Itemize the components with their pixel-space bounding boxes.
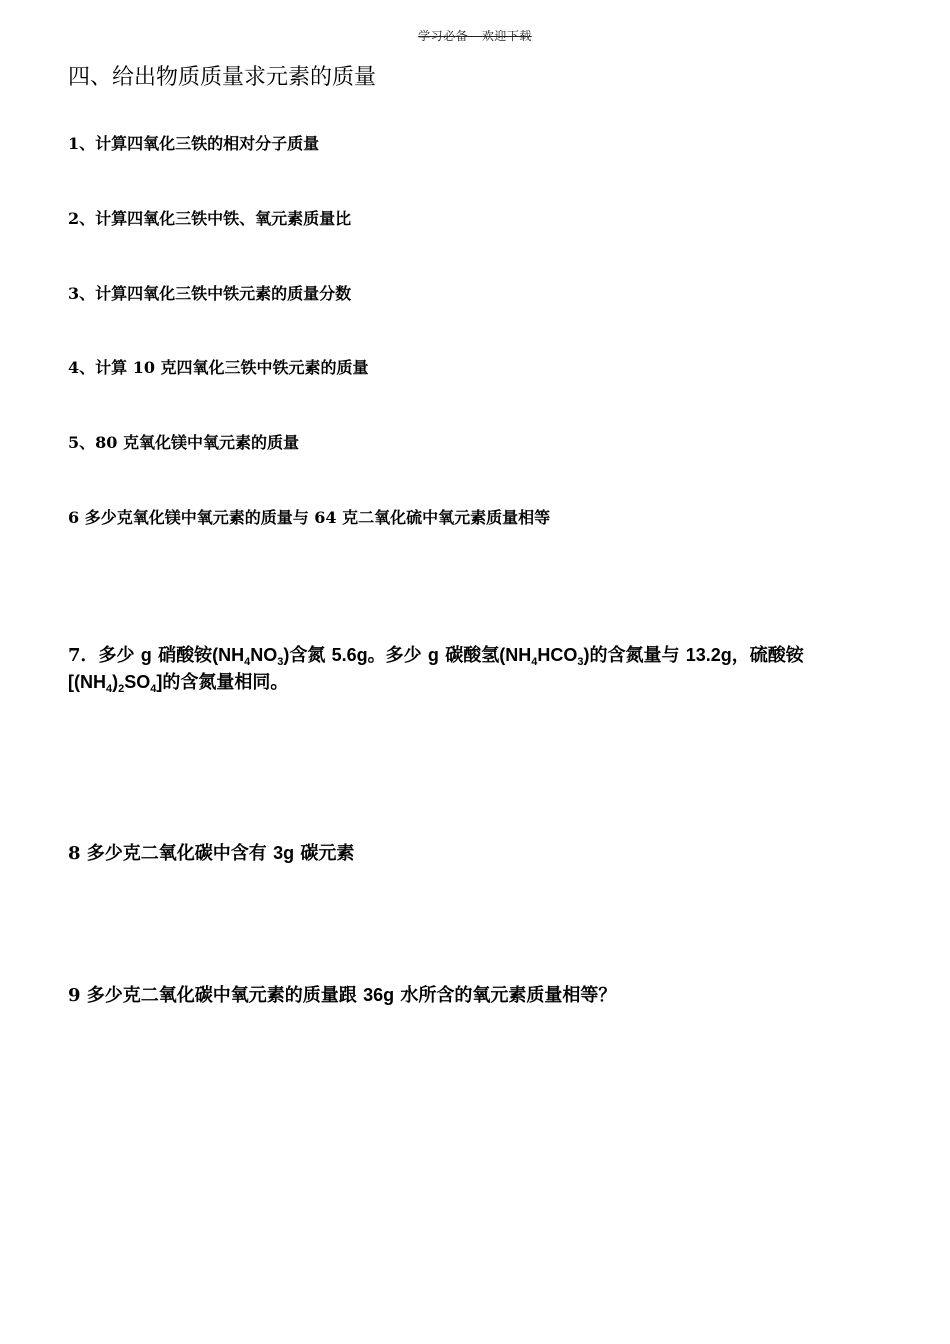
q9-text: 9 多少克二氧化碳中氧元素的质量跟: [68, 985, 364, 1006]
q7-text: 含氮: [289, 645, 332, 666]
question-4: 4、计算 10 克四氧化三铁中铁元素的质量: [68, 358, 369, 377]
q7-subscript: 4: [244, 656, 251, 668]
q7-formula: ): [112, 672, 119, 692]
question-2: 2、计算四氧化三铁中铁、氧元素质量比: [68, 209, 352, 228]
q7-unit: g: [140, 645, 152, 665]
q7-subscript: 3: [277, 656, 284, 668]
q7-text: 的含氮量与: [589, 645, 686, 666]
q7-text: ，硫酸铵: [731, 645, 804, 666]
question-6: 6 多少克氧化镁中氧元素的质量与 64 克二氧化硫中氧元素质量相等: [68, 508, 551, 527]
q7-formula: HCO: [537, 645, 578, 665]
question-8: [68, 839, 354, 865]
q7-subscript: 4: [150, 683, 157, 695]
q7-text: 的含氮量相同。: [162, 672, 289, 693]
q8-text: 8 多少克二氧化碳中含有: [68, 843, 274, 864]
q7-text: 硝酸铵: [151, 645, 213, 666]
q7-formula: ): [583, 645, 590, 665]
question-3: 3、计算四氧化三铁中铁元素的质量分数: [68, 284, 352, 303]
q7-text: 碳酸氢: [438, 645, 500, 666]
q9-value: 36g: [363, 985, 395, 1005]
q7-formula: (NH: [212, 645, 245, 665]
q7-value: 13.2g: [685, 645, 732, 665]
page-header-note: 学习必备---欢迎下载: [418, 29, 532, 43]
q7-subscript: 4: [531, 656, 538, 668]
q8-text: 碳元素: [294, 843, 355, 864]
q7-unit: g: [427, 645, 439, 665]
q7-formula: [(NH: [68, 672, 106, 692]
question-1: 1、计算四氧化三铁的相对分子质量: [68, 134, 320, 153]
q7-subscript: 2: [118, 683, 125, 695]
question-9: [68, 981, 616, 1007]
q7-subscript: 3: [577, 656, 584, 668]
q7-formula: NO: [250, 645, 278, 665]
q7-formula: SO: [124, 672, 151, 692]
q7-value: 5.6g: [331, 645, 368, 665]
q7-text: 7．多少: [68, 645, 141, 666]
q8-value: 3g: [273, 843, 295, 863]
q7-subscript: 4: [106, 683, 113, 695]
question-5: 5、80 克氧化镁中氧元素的质量: [68, 433, 299, 452]
section-title: 四、给出物质质量求元素的质量: [68, 65, 377, 90]
q7-formula: ]: [156, 672, 163, 692]
q7-text: 。多少: [367, 645, 428, 666]
q7-formula: ): [283, 645, 290, 665]
q9-text: 水所含的氧元素质量相等？: [394, 985, 617, 1006]
q7-formula: (NH: [499, 645, 532, 665]
question-7: [68, 642, 868, 696]
